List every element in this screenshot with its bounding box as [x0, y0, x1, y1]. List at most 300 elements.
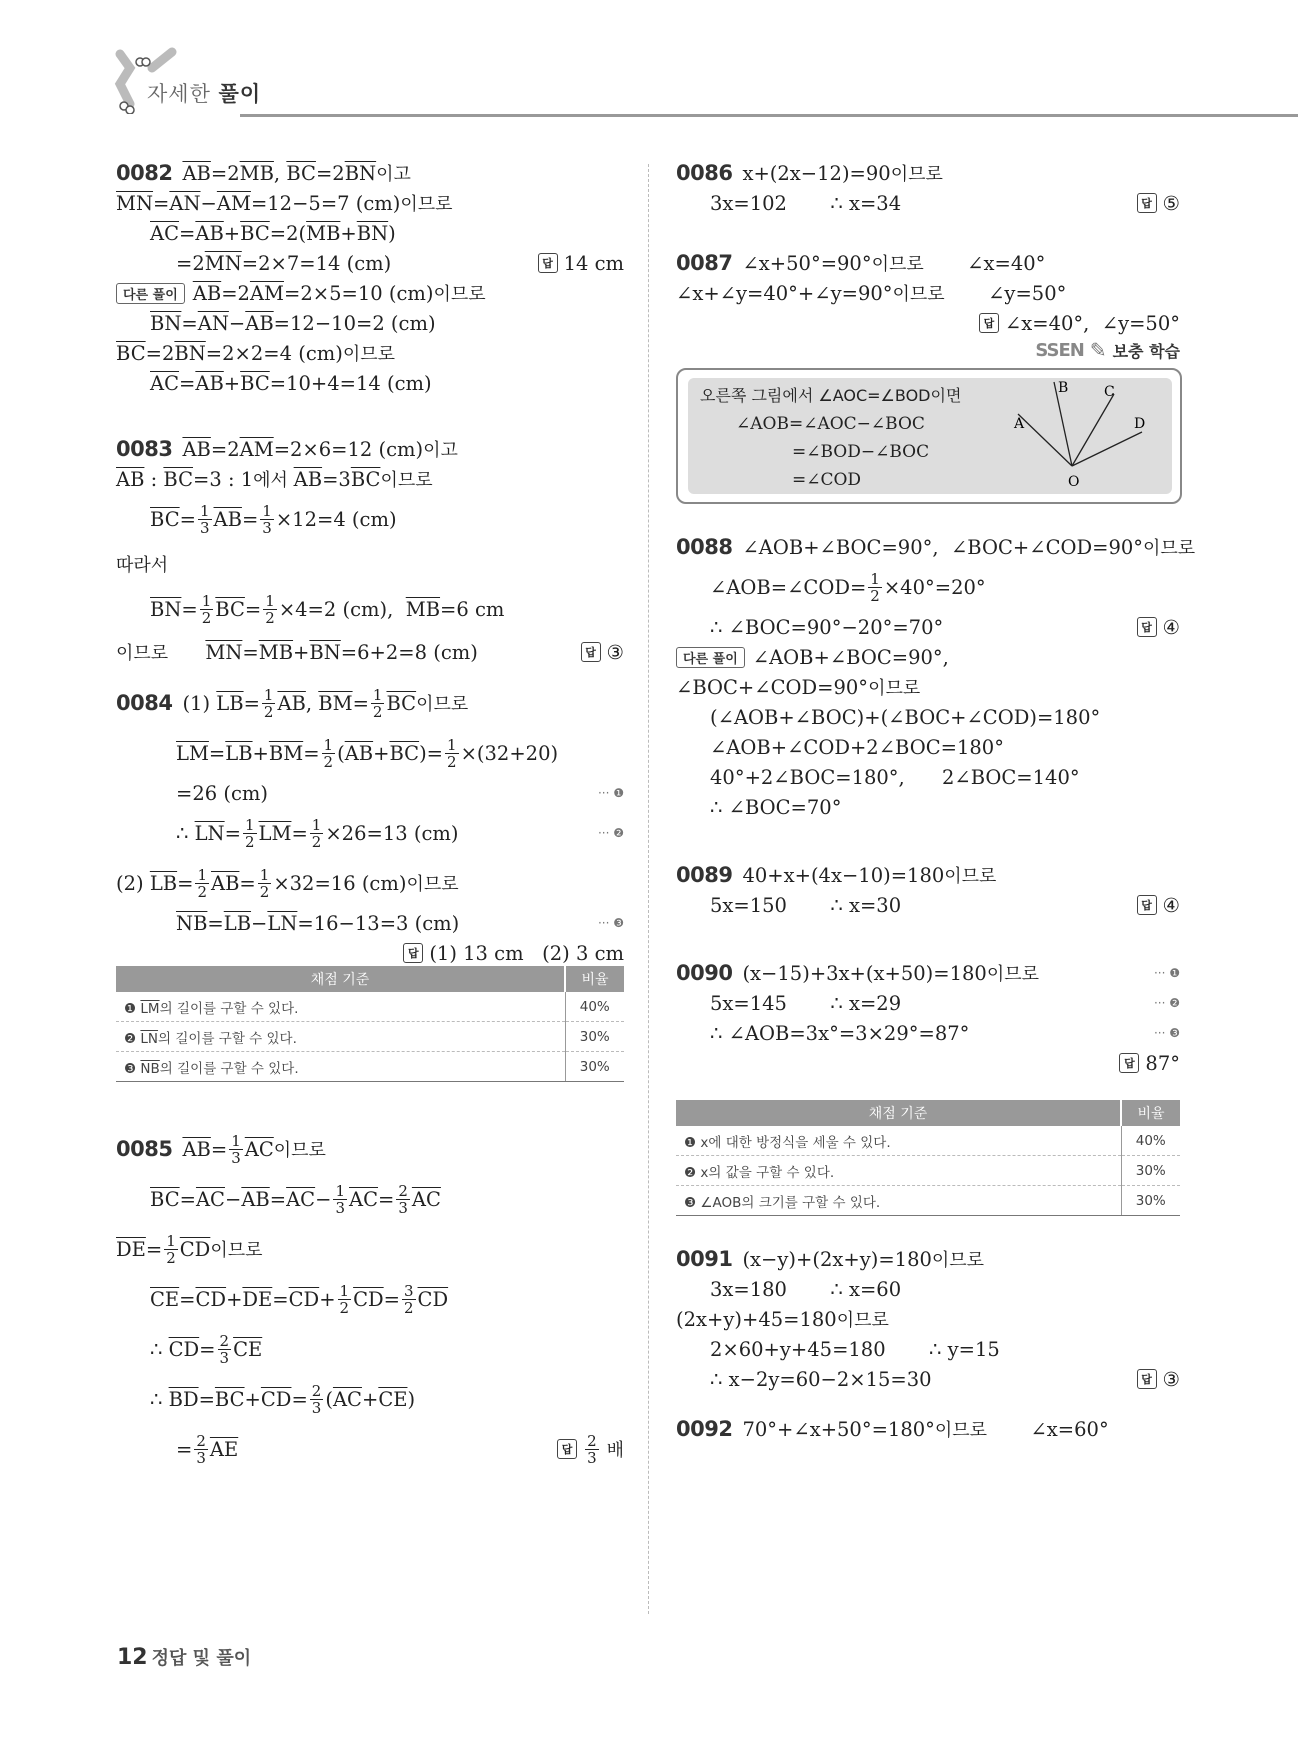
fraction-denominator: 3	[335, 1198, 345, 1217]
segment-name: $\overline{AN}$	[197, 311, 229, 335]
rubric-criteria-text: x에 대한 방정식을 세울 수 있다.	[700, 1134, 891, 1151]
rubric-header-row	[676, 1100, 1180, 1126]
segment-name: $\overline{BN}$	[150, 597, 182, 621]
math-text: −	[251, 911, 268, 935]
answer-value: ④	[1162, 615, 1180, 639]
korean-text: 이므로	[934, 1420, 988, 1441]
math-text: (	[325, 1387, 333, 1411]
segment-name: $\overline{AB}$	[344, 741, 374, 765]
math-text: =	[224, 821, 241, 845]
footer-label: 정답 및 풀이	[151, 1648, 252, 1669]
header-rule	[240, 114, 1298, 117]
math-text: +	[223, 371, 241, 395]
fraction-denominator: 2	[244, 832, 255, 851]
rubric-step-number: ❶	[124, 1000, 137, 1017]
alternative-solution-tag: 다른 풀이	[676, 647, 745, 668]
ssen-title: 보충 학습	[1112, 341, 1180, 361]
math-text: ∴	[150, 1337, 169, 1361]
fraction	[260, 503, 274, 536]
math-text: =3 : 1	[193, 467, 254, 491]
math-text: =	[153, 191, 170, 215]
segment-name: $\overline{AC}$	[150, 221, 180, 245]
fraction-denominator: 2	[870, 586, 880, 605]
math-text: =	[291, 1387, 308, 1411]
fraction-denominator: 2	[339, 1298, 350, 1317]
math-text: (2x+y)+45=180	[676, 1307, 837, 1331]
math-text: =	[179, 507, 196, 531]
math-text: ∴ ∠BOC=90°−20°=70°	[710, 615, 944, 639]
fraction-numerator: 1	[166, 1231, 176, 1250]
solution-line	[676, 732, 1180, 762]
answer-value: ⑤	[1162, 191, 1180, 215]
fraction	[262, 687, 276, 720]
fraction-denominator: 3	[587, 1448, 597, 1467]
fraction-numerator: 1	[262, 501, 272, 520]
solution-line	[676, 1414, 1180, 1444]
fraction	[585, 1433, 599, 1466]
segment-name: $\overline{MB}$	[405, 597, 441, 621]
answer-icon: 답	[538, 253, 558, 273]
math-text: ×(32+20)	[460, 741, 559, 765]
segment-name: $\overline{AC}$	[411, 1187, 441, 1211]
segment-name: $\overline{AC}$	[332, 1387, 362, 1411]
solution-line	[676, 792, 1180, 822]
answer	[557, 1433, 624, 1466]
math-text: =	[179, 221, 196, 245]
problem-0088	[676, 532, 1196, 822]
rubric-criteria-text: x의 값을 구할 수 있다.	[700, 1164, 835, 1181]
fraction-denominator: 3	[311, 1398, 322, 1417]
math-text: =2×6=12 (cm)	[273, 437, 424, 461]
segment-name: $\overline{LM}$	[176, 741, 209, 765]
segment-name: $\overline{BC}$	[386, 691, 417, 715]
fraction-numerator: 2	[587, 1431, 597, 1450]
math-text: 2×60+y+45=180 ∴ y=15	[710, 1337, 1000, 1361]
segment-name: $\overline{AC}$	[349, 1187, 379, 1211]
pencil-icon: ✎	[1089, 338, 1107, 362]
rubric-step-number: ❷	[124, 1030, 137, 1047]
angle-diagram	[1002, 378, 1162, 490]
segment-name: $\overline{LN}$	[140, 1030, 159, 1047]
solution-line	[676, 1244, 1180, 1274]
math-text: =3	[322, 467, 351, 491]
fraction	[263, 593, 277, 626]
segment-name: $\overline{CD}$	[195, 1287, 227, 1311]
solution-line	[676, 642, 1180, 672]
fraction	[258, 867, 272, 900]
fraction-numerator: 2	[398, 1181, 408, 1200]
math-text: (x−15)+3x+(x+50)=180	[742, 961, 987, 985]
fraction-denominator: 2	[166, 1248, 176, 1267]
math-text	[168, 641, 205, 664]
fraction	[371, 687, 385, 720]
segment-name: $\overline{MN}$	[116, 191, 154, 215]
math-text: ∠x=60°	[987, 1417, 1109, 1441]
fraction	[218, 1333, 232, 1366]
answer-icon: 답	[1137, 193, 1157, 213]
solution-line	[676, 1364, 1180, 1394]
ssen-frame	[676, 368, 1182, 504]
math-text: )	[407, 1387, 416, 1411]
answer	[1137, 1368, 1180, 1391]
fraction	[195, 867, 209, 900]
korean-text: 이므로	[406, 874, 459, 895]
fraction-denominator: 2	[323, 752, 334, 771]
math-text: =	[269, 1187, 287, 1211]
ssen-line: 오른쪽 그림에서 ∠AOC=∠BOD이면	[700, 386, 962, 405]
math-text: −	[200, 191, 217, 215]
segment-name: $\overline{BN}$	[344, 161, 377, 185]
solution-line	[676, 248, 1180, 278]
fraction-denominator: 2	[263, 702, 274, 721]
solution-line	[676, 188, 1180, 218]
korean-text: 이므로	[380, 470, 433, 491]
math-text: +	[252, 741, 269, 765]
math-text: ∴	[176, 821, 195, 845]
segment-name: $\overline{AM}$	[239, 437, 274, 461]
problem-0090	[676, 958, 1180, 1211]
math-text: ∴ ∠BOC=70°	[710, 795, 842, 819]
segment-name: $\overline{MB}$	[306, 221, 341, 245]
solution-line	[116, 464, 624, 494]
rubric-ratio: 40%	[1121, 1126, 1180, 1156]
segment-name: $\overline{LB}$	[225, 741, 253, 765]
segment-name: $\overline{BN}$	[174, 341, 206, 365]
fraction	[322, 737, 336, 770]
problem-0087	[676, 248, 1180, 338]
math-text: ∠y=50°	[944, 281, 1067, 305]
page-number: 12	[117, 1644, 148, 1670]
korean-text: 이므로	[944, 866, 997, 887]
answer-icon: 답	[403, 943, 423, 963]
problem-number: 0086	[676, 161, 733, 185]
step-marker: ··· ❷	[597, 826, 624, 840]
korean-text: 이므로	[868, 678, 921, 699]
math-text: =26 (cm)	[176, 781, 268, 805]
problem-0085	[116, 1124, 624, 1474]
math-text: 3x=102 ∴ x=34	[710, 191, 902, 215]
solution-line	[676, 562, 1180, 612]
segment-name: $\overline{BC}$	[350, 467, 381, 491]
math-text: ∴ x−2y=60−2×15=30	[710, 1367, 932, 1391]
solution-line	[116, 1424, 624, 1474]
math-text: +	[319, 1287, 336, 1311]
segment-name: $\overline{AM}$	[216, 191, 251, 215]
solution-line	[116, 188, 624, 218]
fraction-numerator: 3	[403, 1281, 414, 1300]
scoring-rubric-table	[116, 966, 624, 1082]
math-text: ∴ ∠AOB=3x°=3×29°=87°	[710, 1021, 970, 1045]
problem-0091	[676, 1244, 1180, 1394]
answer-unit: 배	[606, 1440, 624, 1461]
math-text: (	[337, 741, 345, 765]
segment-name: $\overline{BN}$	[356, 221, 389, 245]
fraction	[396, 1183, 410, 1216]
math-text: =2	[145, 341, 175, 365]
math-text: =	[303, 741, 320, 765]
math-text: −	[228, 311, 246, 335]
fraction-numerator: 2	[196, 1431, 206, 1450]
segment-name: $\overline{BC}$	[214, 1387, 245, 1411]
problem-number: 0090	[676, 961, 733, 985]
math-text: =2	[210, 161, 240, 185]
korean-text: 이므로	[892, 284, 945, 305]
point-label: D	[1134, 416, 1146, 432]
fraction-numerator: 1	[231, 1131, 241, 1150]
answer-value: ④	[1162, 893, 1180, 917]
segment-name: $\overline{BC}$	[163, 467, 194, 491]
segment-name: $\overline{CE}$	[233, 1337, 263, 1361]
solution-line	[116, 778, 624, 808]
fraction-numerator: 1	[335, 1181, 345, 1200]
point-label: A	[1014, 416, 1025, 432]
segment-name: $\overline{BN}$	[309, 640, 341, 664]
fraction	[333, 1183, 347, 1216]
solution-line	[676, 762, 1180, 792]
fraction-numerator: 1	[447, 735, 457, 754]
fraction-numerator: 1	[311, 815, 322, 834]
problem-number: 0083	[116, 437, 173, 461]
segment-name: $\overline{BD}$	[168, 1387, 199, 1411]
solution-line	[676, 612, 1180, 642]
fraction-denominator: 2	[259, 882, 270, 901]
answer-icon: 답	[1137, 895, 1157, 915]
ray-OA	[1018, 414, 1072, 466]
fraction-denominator: 2	[265, 608, 275, 627]
problem-number: 0085	[116, 1137, 173, 1161]
segment-name: $\overline{AB}$	[195, 221, 224, 245]
answer-icon: 답	[1137, 1369, 1157, 1389]
korean-text: 이므로	[986, 964, 1039, 985]
step-marker: ··· ❶	[597, 786, 624, 800]
segment-name: $\overline{MN}$	[205, 640, 243, 664]
segment-name: $\overline{NB}$	[140, 1060, 160, 1077]
math-text: =10+4=14 (cm)	[269, 371, 432, 395]
solution-line	[116, 678, 624, 728]
rubric-criteria-text: 의 길이를 구할 수 있다.	[158, 1030, 297, 1047]
math-text: =16−13=3 (cm)	[297, 911, 460, 935]
fraction-denominator: 2	[403, 1298, 414, 1317]
math-text: +	[223, 221, 241, 245]
solution-line	[676, 1334, 1180, 1364]
ssen-logo: SSEN	[1035, 339, 1084, 361]
rubric-row	[116, 1022, 624, 1052]
math-text: =	[198, 1387, 215, 1411]
segment-name: $\overline{BN}$	[150, 311, 182, 335]
segment-name: $\overline{BM}$	[268, 741, 304, 765]
solution-line	[116, 808, 624, 858]
math-text: =2	[315, 161, 345, 185]
rubric-ratio: 30%	[1121, 1186, 1180, 1216]
fraction-numerator: 1	[870, 569, 880, 588]
fraction-numerator: 1	[197, 865, 207, 884]
solution-line	[116, 728, 624, 778]
segment-name: $\overline{BC}$	[116, 341, 146, 365]
solution-line	[676, 532, 1196, 562]
solution-line	[116, 494, 624, 544]
math-text: =	[179, 1187, 196, 1211]
korean-text: 이므로	[836, 1310, 889, 1331]
segment-name: $\overline{AB}$	[195, 371, 224, 395]
fraction-numerator: 1	[244, 815, 255, 834]
korean-text: 에서	[253, 470, 294, 491]
segment-name: $\overline{LB}$	[149, 871, 178, 895]
solution-line	[116, 278, 624, 308]
rubric-header-ratio: 비율	[1121, 1100, 1180, 1126]
problem-0089	[676, 860, 1180, 920]
math-text: ×4=2 (cm),	[278, 597, 406, 621]
math-text: =	[239, 871, 256, 895]
segment-name: $\overline{BC}$	[240, 221, 270, 245]
math-text: =2(	[269, 221, 307, 245]
solution-line	[116, 1324, 624, 1374]
ssen-text	[700, 382, 961, 494]
korean-text: 이므로	[871, 254, 924, 275]
answer	[538, 252, 624, 275]
solution-line	[676, 158, 1180, 188]
solution-line	[116, 1124, 624, 1174]
fraction	[200, 593, 214, 626]
segment-name: $\overline{AB}$	[116, 467, 145, 491]
fraction-numerator: 2	[311, 1381, 322, 1400]
answer	[581, 641, 624, 664]
step-marker: ··· ❸	[1153, 1026, 1180, 1040]
fraction	[164, 1233, 178, 1266]
solution-line	[116, 908, 624, 938]
answer-value: 14 cm	[563, 251, 624, 275]
fraction-numerator: 1	[259, 865, 270, 884]
math-text: =12−5=7 (cm)	[250, 191, 401, 215]
math-text: ∠AOB+∠COD+2∠BOC=180°	[710, 735, 1004, 759]
math-text: ×40°=20°	[883, 575, 986, 599]
math-text: =	[176, 1437, 193, 1461]
math-text: =	[241, 507, 259, 531]
segment-name: $\overline{CE}$	[378, 1387, 408, 1411]
answer	[1119, 1052, 1180, 1075]
answer	[1137, 894, 1180, 917]
rubric-criteria	[116, 992, 565, 1022]
math-text: (x−y)+(2x+y)=180	[742, 1247, 932, 1271]
answer	[403, 942, 624, 965]
math-text: 70°+∠x+50°=180°	[742, 1417, 935, 1441]
fraction-denominator: 3	[196, 1448, 206, 1467]
answer-value: 87°	[1145, 1051, 1180, 1075]
math-text: =	[272, 1287, 289, 1311]
scoring-rubric-table	[676, 1100, 1180, 1216]
solution-line	[116, 858, 624, 908]
solution-line	[116, 1374, 624, 1424]
problem-number: 0084	[116, 691, 173, 715]
rubric-ratio: 30%	[565, 1052, 624, 1082]
solution-line	[676, 1304, 1180, 1334]
solution-line	[116, 634, 624, 670]
solution-line	[116, 158, 624, 188]
fraction	[310, 817, 324, 850]
math-text: ,	[305, 691, 319, 715]
math-text: :	[144, 467, 164, 491]
rubric-header-ratio: 비율	[565, 966, 624, 992]
math-text: −	[315, 1187, 332, 1211]
problem-0083	[116, 434, 624, 670]
segment-name: $\overline{CD}$	[288, 1287, 320, 1311]
fraction-numerator: 1	[265, 591, 275, 610]
korean-text: 이므로	[931, 1250, 985, 1271]
math-text: =	[243, 691, 260, 715]
math-text: ∠AOB+∠BOC=90°, ∠BOC+∠COD=90°	[742, 535, 1144, 559]
rubric-criteria	[676, 1186, 1121, 1216]
math-text: ×12=4 (cm)	[275, 507, 397, 531]
math-text: =	[208, 741, 226, 765]
math-text: =	[378, 1187, 395, 1211]
segment-name: $\overline{AC}$	[195, 1187, 225, 1211]
segment-name: $\overline{AB}$	[277, 691, 306, 715]
answer-value: ③	[1162, 1367, 1180, 1391]
solution-line	[116, 1174, 624, 1224]
math-text: −	[224, 1187, 242, 1211]
problem-number: 0089	[676, 863, 733, 887]
solution-line	[676, 1018, 1180, 1048]
segment-name: $\overline{BC}$	[150, 1187, 180, 1211]
segment-name: $\overline{AB}$	[182, 161, 211, 185]
solution-line	[116, 218, 624, 248]
segment-name: $\overline{BC}$	[286, 161, 316, 185]
problem-number: 0088	[676, 535, 733, 559]
segment-name: $\overline{CD}$	[260, 1387, 292, 1411]
math-text: +	[244, 1387, 261, 1411]
math-text: =12−10=2 (cm)	[273, 311, 436, 335]
step-marker: ··· ❸	[597, 916, 624, 930]
answer-icon: 답	[1137, 617, 1157, 637]
solution-line	[116, 338, 624, 368]
segment-name: $\overline{BC}$	[215, 597, 245, 621]
korean-text: 따라서	[116, 555, 169, 576]
rubric-row	[676, 1126, 1180, 1156]
solution-line	[116, 938, 624, 968]
ssen-line: =∠BOD−∠BOC	[792, 442, 930, 462]
segment-name: $\overline{LB}$	[216, 691, 244, 715]
rubric-step-number: ❶	[684, 1134, 697, 1151]
fraction-denominator: 2	[197, 882, 207, 901]
answer-value: ③	[606, 640, 624, 664]
rubric-ratio: 30%	[1121, 1156, 1180, 1186]
solution-line	[676, 860, 1180, 890]
rubric-row	[116, 992, 624, 1022]
math-text: 5x=145 ∴ x=29	[710, 991, 902, 1015]
math-text: +	[340, 221, 357, 245]
answer	[1137, 192, 1180, 215]
segment-name: $\overline{LM}$	[140, 1000, 160, 1017]
rubric-row	[676, 1156, 1180, 1186]
segment-name: $\overline{LN}$	[194, 821, 225, 845]
answer-icon: 답	[979, 313, 999, 333]
segment-name: $\overline{AB}$	[192, 281, 222, 305]
rubric-step-number: ❸	[124, 1060, 137, 1077]
fraction-numerator: 1	[199, 501, 210, 520]
math-text: =	[199, 1337, 216, 1361]
solution-line	[116, 544, 624, 584]
math-text: =	[207, 911, 224, 935]
problem-0086	[676, 158, 1180, 218]
fraction	[402, 1283, 416, 1316]
ssen-content	[688, 378, 1172, 494]
math-text: =	[383, 1287, 400, 1311]
solution-line	[116, 1274, 624, 1324]
segment-name: $\overline{AB}$	[182, 1137, 211, 1161]
answer-icon: 답	[1119, 1053, 1139, 1073]
segment-name: $\overline{AM}$	[249, 281, 284, 305]
fraction-denominator: 2	[201, 608, 212, 627]
segment-name: $\overline{CD}$	[353, 1287, 384, 1311]
